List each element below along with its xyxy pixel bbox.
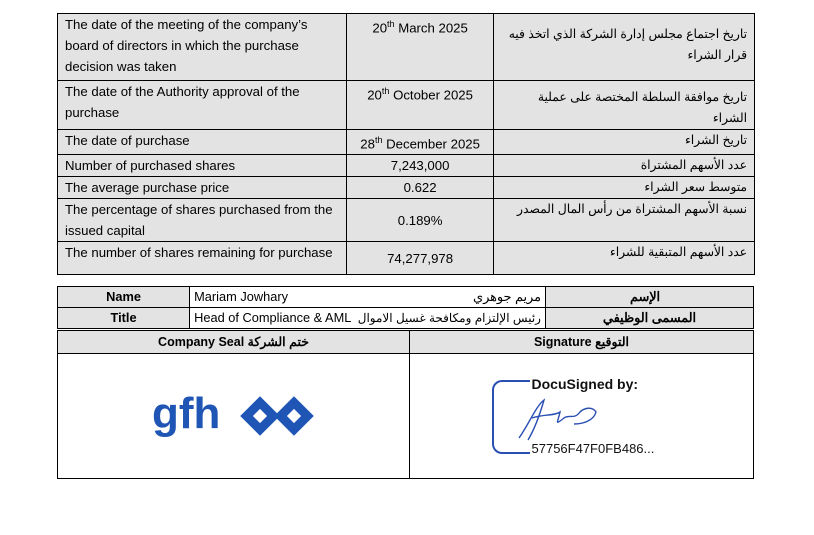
purchase-details-table — [57, 13, 755, 275]
value-text: 20 — [367, 87, 382, 103]
row-value — [347, 155, 493, 177]
value-text: 28 — [360, 136, 375, 152]
row-value — [347, 81, 493, 130]
row-label-en: The date of the meeting of the company’s board of directors in which the purchase decision was taken — [58, 14, 347, 81]
row-label-ar: نسبة الأسهم المشتراة من رأس المال المصدر — [493, 199, 754, 242]
docusign-stamp — [492, 368, 672, 464]
value-text: 0.189% — [397, 212, 443, 228]
row-label-ar: تاريخ الشراء — [493, 130, 754, 155]
company-seal-cell — [58, 354, 410, 479]
title-label-ar: المسمى الوظيفي — [545, 308, 753, 329]
row-label-ar: متوسط سعر الشراء — [493, 177, 754, 199]
value-text-rest: March 2025 — [394, 20, 468, 36]
row-label-ar: عدد الأسهم المتبقية للشراء — [493, 242, 754, 275]
title-label: Title — [58, 308, 190, 329]
seal-header-ar: ختم الشركة — [247, 335, 309, 349]
name-label: Name — [58, 287, 190, 308]
row-value — [347, 130, 493, 155]
row-label-en: The average purchase price — [58, 177, 347, 199]
table-row — [58, 155, 755, 177]
row-label-en: The date of purchase — [58, 130, 347, 155]
signature-cell — [410, 354, 754, 479]
value-text-rest: December 2025 — [382, 136, 480, 152]
name-value-en: Mariam Jowhary — [194, 289, 289, 304]
table-row — [58, 199, 755, 242]
row-label-en: The percentage of shares purchased from the issued capital — [58, 199, 347, 242]
table-row — [58, 242, 755, 275]
row-label-ar: عدد الأسهم المشتراة — [493, 155, 754, 177]
value-text: 74,277,978 — [387, 250, 454, 266]
name-value-ar: مريم جوهري — [473, 289, 541, 304]
signature-header-en: Signature — [533, 335, 592, 349]
signature-header — [410, 331, 754, 354]
docusign-id: 57756F47F0FB486... — [531, 441, 655, 456]
logo-text: gfh — [151, 389, 220, 438]
row-value — [347, 242, 493, 275]
title-value-en: Head of Compliance & AML — [194, 310, 352, 325]
row-value — [347, 199, 493, 242]
table-row — [58, 81, 755, 130]
ordinal-suffix: th — [381, 86, 390, 96]
table-row — [58, 177, 755, 199]
docusign-title: DocuSigned by: — [531, 376, 639, 392]
signatory-table — [57, 286, 754, 329]
value-text-rest: October 2025 — [389, 87, 473, 103]
row-value — [347, 14, 493, 81]
name-label-ar: الإسم — [545, 287, 753, 308]
seal-signature-table — [57, 330, 754, 479]
row-label-en: The date of the Authority approval of the purchase — [58, 81, 347, 130]
gfh-logo — [152, 390, 316, 443]
seal-header — [58, 331, 410, 354]
title-row — [58, 308, 754, 329]
value-text: 20 — [372, 20, 388, 36]
row-label-ar: تاريخ اجتماع مجلس إدارة الشركة الذي اتخذ فيه قرار الشراء — [493, 14, 754, 81]
row-label-en: Number of purchased shares — [58, 155, 347, 177]
handwritten-signature — [514, 394, 604, 444]
row-value — [347, 177, 493, 199]
table-row — [58, 14, 755, 81]
row-label-en: The number of shares remaining for purchase — [58, 242, 347, 275]
signature-header-ar: التوقيع — [595, 335, 630, 349]
table-row — [58, 130, 755, 155]
value-text: 0.622 — [403, 180, 437, 196]
ordinal-suffix: th — [374, 135, 383, 145]
value-text: 7,243,000 — [390, 158, 450, 174]
name-row — [58, 287, 754, 308]
row-label-ar: تاريخ موافقة السلطة المختصة على عملية الشراء — [493, 81, 754, 130]
ordinal-suffix: th — [387, 19, 395, 29]
title-value-ar: رئيس الإلتزام ومكافحة غسيل الاموال — [357, 311, 541, 325]
seal-header-en: Company Seal — [158, 335, 245, 349]
